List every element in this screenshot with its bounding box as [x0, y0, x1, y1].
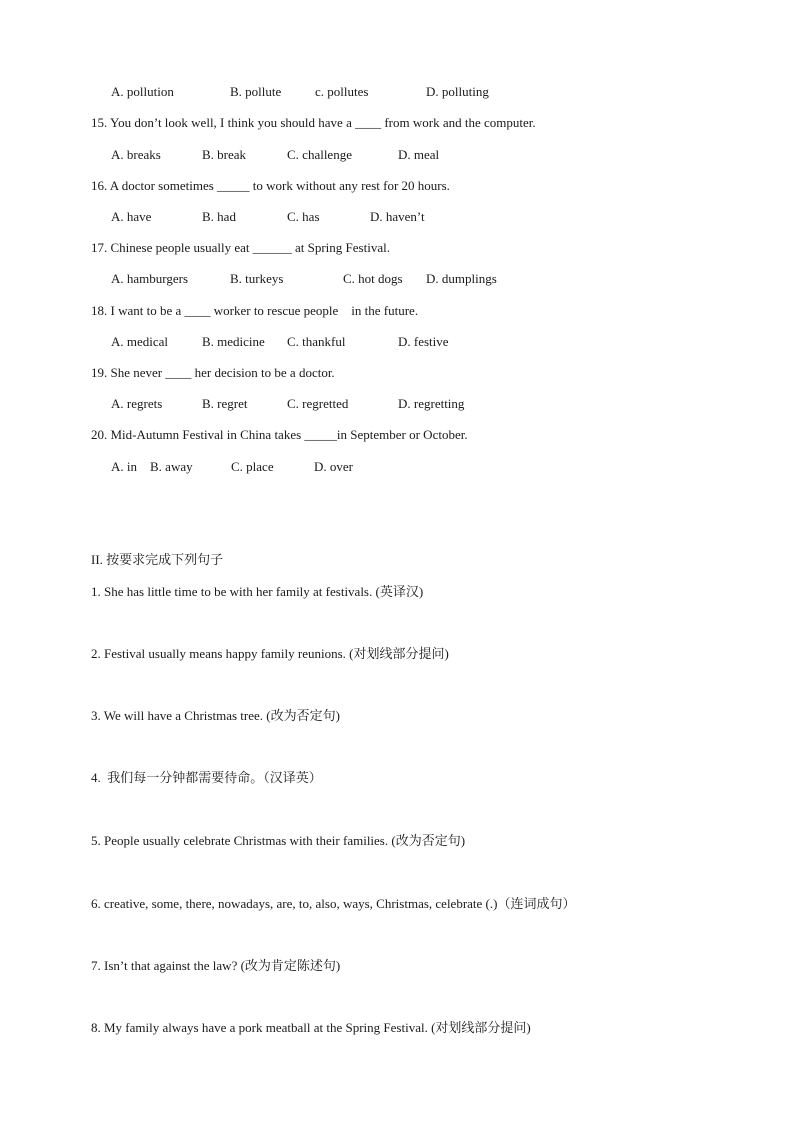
exercise-item-8: 8. My family always have a pork meatball at the Spring Festival. (对划线部分提问): [91, 1020, 531, 1035]
q19-option-b: B. regret: [202, 396, 248, 411]
exercise-item-4: 4. 我们每一分钟都需要待命。（汉译英）: [91, 770, 322, 785]
q20-stem: 20. Mid-Autumn Festival in China takes _____in September or October.: [91, 427, 468, 442]
q15-option-a: A. breaks: [111, 147, 161, 162]
q18-option-d: D. festive: [398, 334, 449, 349]
section-heading: II. 按要求完成下列句子: [91, 552, 224, 567]
q17-stem: 17. Chinese people usually eat ______ at Spring Festival.: [91, 240, 390, 255]
q16-option-a: A. have: [111, 209, 152, 224]
q20-option-b: B. away: [150, 459, 193, 474]
q19-option-d: D. regretting: [398, 396, 465, 411]
exercise-item-1: 1. She has little time to be with her family at festivals. (英译汉): [91, 584, 424, 599]
q19-stem: 19. She never ____ her decision to be a doctor.: [91, 365, 335, 380]
exercise-item-5: 5. People usually celebrate Christmas with their families. (改为否定句): [91, 833, 466, 848]
q18-option-a: A. medical: [111, 334, 169, 349]
q14-option-a: A. pollution: [111, 84, 174, 99]
q17-option-d: D. dumplings: [426, 271, 497, 286]
q16-option-b: B. had: [202, 209, 236, 224]
q17-option-a: A. hamburgers: [111, 271, 189, 286]
q16-option-c: C. has: [287, 209, 320, 224]
q20-option-a: A. in: [111, 459, 137, 474]
q20-option-d: D. over: [314, 459, 353, 474]
q18-option-b: B. medicine: [202, 334, 265, 349]
exercise-item-7: 7. Isn’t that against the law? (改为肯定陈述句): [91, 958, 341, 973]
q19-option-a: A. regrets: [111, 396, 163, 411]
q17-option-b: B. turkeys: [230, 271, 284, 286]
exercise-item-6: 6. creative, some, there, nowadays, are, to, also, ways, Christmas, celebrate (.)（连词成句）: [91, 896, 576, 911]
q17-option-c: C. hot dogs: [343, 271, 403, 286]
q15-option-d: D. meal: [398, 147, 440, 162]
q14-option-c: c. pollutes: [315, 84, 369, 99]
q14-option-d: D. polluting: [426, 84, 489, 99]
q14-option-b: B. pollute: [230, 84, 282, 99]
q19-option-c: C. regretted: [287, 396, 349, 411]
exercise-item-3: 3. We will have a Christmas tree. (改为否定句): [91, 708, 340, 723]
q15-stem: 15. You don’t look well, I think you should have a ____ from work and the computer.: [91, 115, 536, 130]
q18-stem: 18. I want to be a ____ worker to rescue people in the future.: [91, 303, 419, 318]
q16-stem: 16. A doctor sometimes _____ to work without any rest for 20 hours.: [91, 178, 450, 193]
q15-option-b: B. break: [202, 147, 247, 162]
q20-option-c: C. place: [231, 459, 274, 474]
q15-option-c: C. challenge: [287, 147, 352, 162]
exercise-item-2: 2. Festival usually means happy family reunions. (对划线部分提问): [91, 646, 449, 661]
q18-option-c: C. thankful: [287, 334, 346, 349]
q16-option-d: D. haven’t: [370, 209, 425, 224]
